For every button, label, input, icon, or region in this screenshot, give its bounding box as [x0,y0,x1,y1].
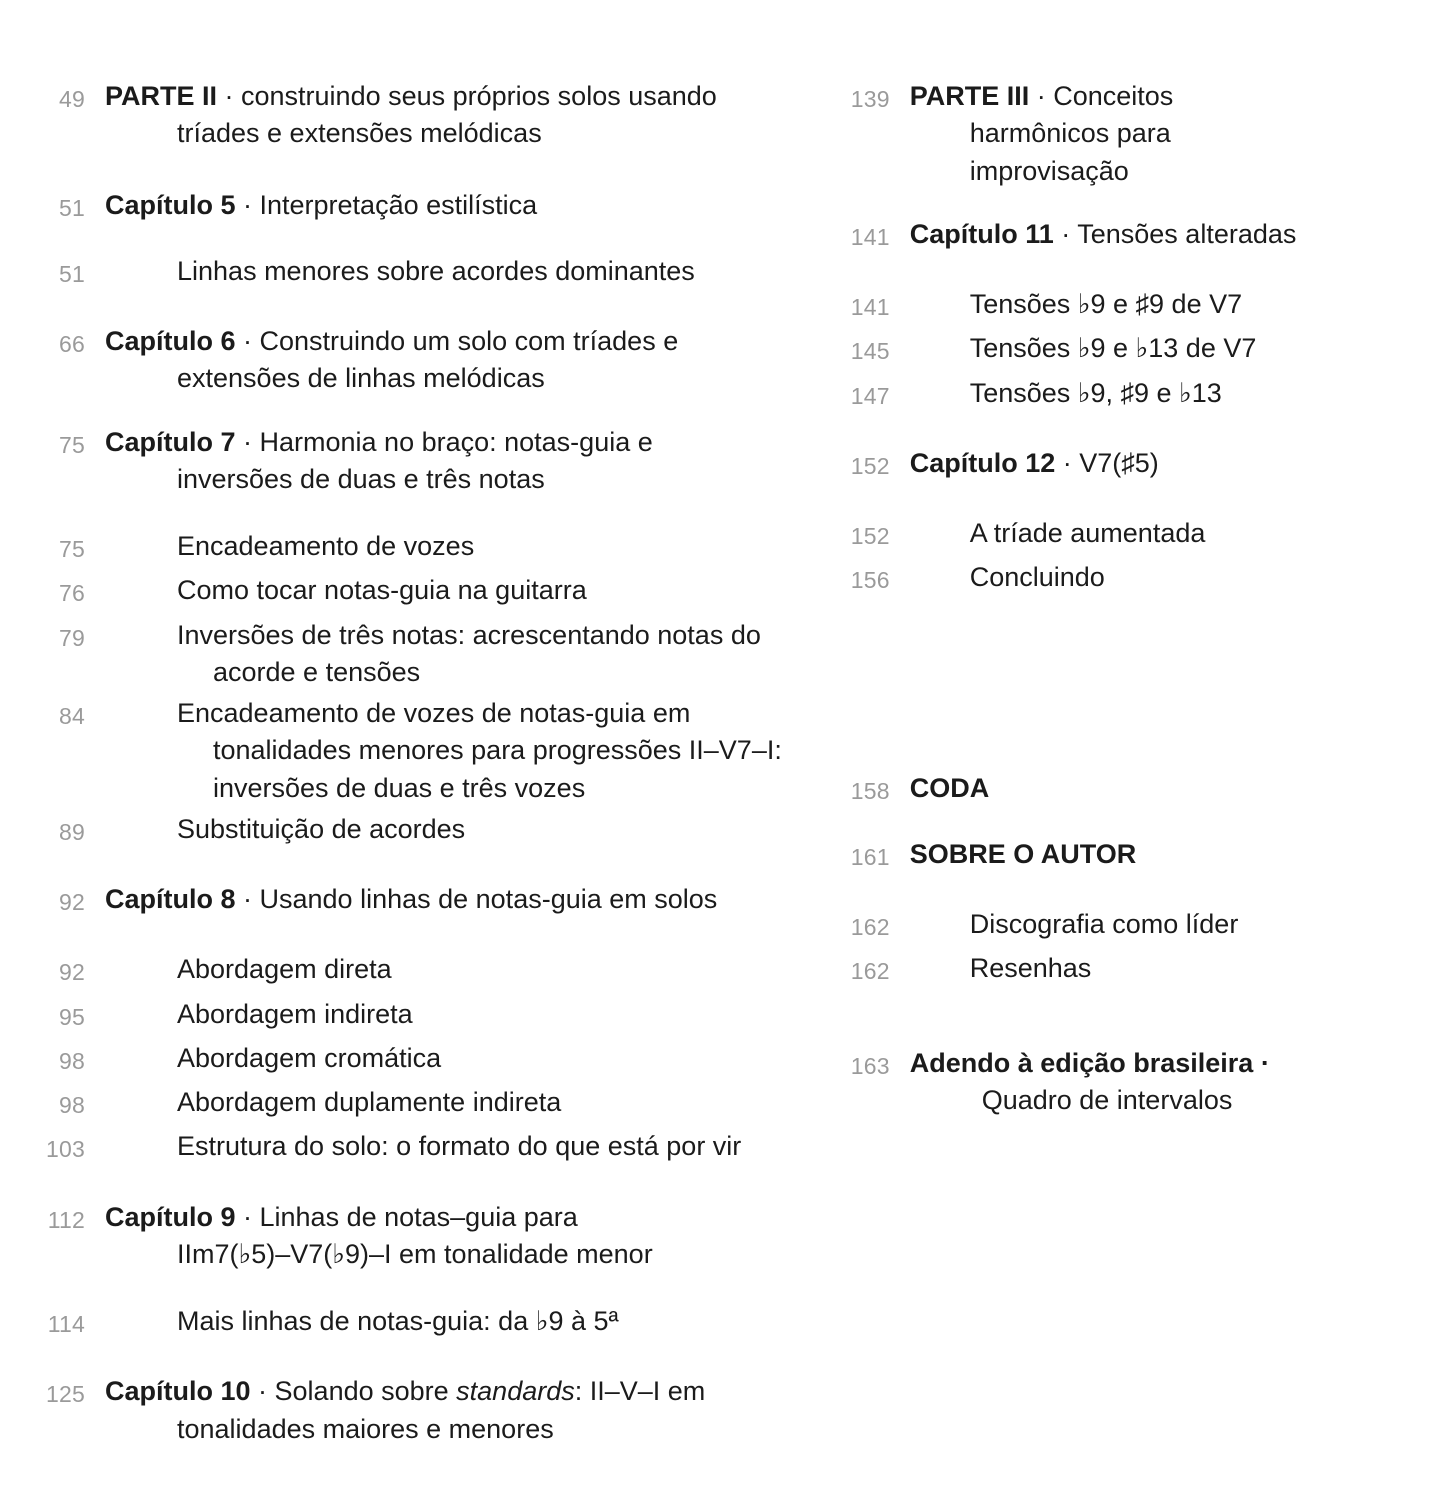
toc-entry-sub-76[interactable] [40,572,813,612]
toc-entry-chapter-12[interactable] [838,445,1405,485]
toc-entry-sub-141[interactable] [838,286,1405,326]
toc-entry-sub-79[interactable] [40,617,813,692]
toc-entry-text: Abordagem duplamente indireta [177,1087,562,1117]
page-number: 76 [59,580,85,607]
page-number: 75 [59,536,85,562]
chapter-rest: · Linhas de notas–guia para [235,1201,578,1232]
section-label: SOBRE O AUTOR [909,838,1137,869]
chapter-label: Capítulo 10 [105,1376,251,1407]
toc-entry-sub-92[interactable] [40,951,813,991]
page-number: 141 [850,223,890,250]
toc-entry-text: Concluindo [969,562,1105,593]
page-number: 112 [47,1206,85,1233]
toc-entry-coda[interactable] [838,770,1405,810]
toc-entry-text [890,216,1405,253]
page-number: 98 [59,1092,85,1118]
toc-entry-chapter-7[interactable] [40,424,813,499]
column-spacer [838,600,1405,770]
page-number: 79 [59,624,85,651]
chapter-line2: tonalidades maiores e menores [177,1413,554,1444]
page-number: 152 [850,452,890,479]
toc-entry-sub-95[interactable] [40,996,813,1036]
page-number: 158 [850,777,890,804]
toc-entry-text: Encadeamento de vozes [177,531,475,561]
toc-entry-text [890,836,1405,873]
toc-entry-sub-51[interactable] [40,253,813,293]
chapter-label: Capítulo 8 [105,884,236,914]
chapter-line2: IIm7(♭5)–V7(♭9)–I em tonalidade menor [177,1238,653,1269]
page-number: 141 [850,294,890,320]
toc-entry-text [890,770,1405,807]
page-number: 95 [59,1003,85,1030]
toc-entry-text: Mais linhas de notas-guia: da ♭9 à 5ª [177,1306,619,1336]
toc-entry-chapter-11[interactable] [838,216,1405,256]
toc-entry-text: Linhas menores sobre acordes dominantes [177,255,695,286]
chapter-rest: · Harmonia no braço: notas-guia e [235,426,653,457]
chapter-label: Capítulo 7 [105,426,236,457]
chapter-rest: · Construindo um solo com tríades e [235,326,679,356]
toc-entry-text [890,78,1405,190]
page-number: 98 [59,1047,85,1074]
chapter-line2: Quadro de intervalos [981,1084,1233,1115]
toc-entry-sub-103[interactable] [40,1128,813,1168]
chapter-label: Capítulo 11 [909,218,1054,249]
chapter-rest: · Interpretação estilística [235,189,538,220]
chapter-rest2: : II–V–I em [574,1376,706,1407]
toc-entry-text [85,424,813,499]
toc-entry-text [85,187,813,224]
toc-left-column [30,78,813,1491]
chapter-rest: · Tensões alteradas [1053,218,1297,249]
toc-entry-text [85,323,813,398]
sub-line1: Encadeamento de vozes de notas-guia em [177,698,691,728]
toc-entry-part-ii[interactable] [40,78,813,153]
toc-entry-sobre-o-autor[interactable] [838,836,1405,876]
sub-line2: acorde e tensões [213,656,421,687]
toc-entry-sub-114[interactable] [40,1303,813,1343]
page-number: 139 [850,86,890,112]
part-line3: improvisação [969,155,1129,186]
part-label: PARTE II [105,81,218,111]
toc-entry-sub-89[interactable] [40,811,813,851]
toc-entry-text [85,695,813,807]
toc-entry-chapter-5[interactable] [40,187,813,227]
toc-entry-text [85,78,813,153]
toc-entry-adendo[interactable] [838,1045,1405,1120]
chapter-line2: extensões de linhas melódicas [177,363,545,394]
toc-entry-sub-152[interactable] [838,515,1405,555]
section-label: CODA [909,772,990,803]
page-number: 161 [850,843,890,870]
toc-entry-text [890,445,1405,482]
toc-entry-text: Resenhas [969,953,1092,984]
toc-entry-sub-75[interactable] [40,528,813,568]
sub-line2: tonalidades menores para progressões II–V7–I: [213,735,782,766]
toc-entry-sub-98b[interactable] [40,1084,813,1124]
page-number: 152 [850,523,890,549]
toc-entry-text: Abordagem cromática [177,1042,442,1073]
sub-line3: inversões de duas e três vozes [213,772,586,803]
toc-entry-text: A tríade aumentada [969,518,1206,548]
toc-entry-text: Discografia como líder [969,909,1239,939]
chapter-rest: · Solando sobre [250,1376,457,1407]
page-number: 89 [59,818,85,845]
toc-entry-text: Substituição de acordes [177,813,466,844]
toc-entry-text: Abordagem direta [177,954,392,985]
page-number: 163 [850,1052,890,1079]
column-spacer [838,991,1405,1045]
toc-entry-chapter-6[interactable] [40,323,813,398]
chapter-rest: · Usando linhas de notas-guia em solos [235,884,718,914]
part-rest: · construindo seus próprios solos usando [217,81,717,111]
chapter-italic: standards [456,1376,575,1407]
part-line2: harmônicos para [969,118,1171,149]
toc-entry-part-iii[interactable] [838,78,1405,190]
part-line2: tríades e extensões melódicas [177,118,542,149]
toc-entry-text: Tensões ♭9 e ♯9 de V7 [969,289,1243,319]
toc-entry-sub-84[interactable] [40,695,813,807]
page-number: 156 [850,567,890,594]
page-number: 51 [59,260,85,287]
page-number: 147 [850,382,890,409]
toc-entry-text: Como tocar notas-guia na guitarra [177,575,587,606]
chapter-label: Adendo à edição brasileira · [909,1047,1270,1078]
toc-entry-sub-147[interactable] [838,375,1405,415]
toc-entry-text [85,1199,813,1274]
toc-entry-chapter-10[interactable] [40,1373,813,1448]
toc-right-column [813,78,1405,1491]
toc-entry-text [890,1045,1405,1120]
chapter-line2: inversões de duas e três notas [177,463,545,494]
part-rest: · Conceitos [1029,81,1174,111]
toc-entry-text [85,881,813,918]
chapter-label: Capítulo 12 [909,447,1056,478]
page-number: 75 [59,431,85,458]
toc-entry-sub-156[interactable] [838,559,1405,599]
toc-entry-chapter-9[interactable] [40,1199,813,1274]
chapter-label: Capítulo 5 [105,189,236,220]
toc-entry-sub-145[interactable] [838,330,1405,370]
page-number: 103 [46,1136,85,1163]
page-number: 92 [59,889,85,915]
page-number: 162 [850,958,890,985]
chapter-label: Capítulo 6 [105,326,236,356]
page-number: 51 [59,194,85,221]
sub-line1: Inversões de três notas: acrescentando notas do [177,619,761,650]
toc-entry-text: Tensões ♭9, ♯9 e ♭13 [969,377,1222,408]
toc-entry-sub-98a[interactable] [40,1040,813,1080]
toc-entry-text: Abordagem indireta [177,998,413,1029]
toc-entry-chapter-8[interactable] [40,881,813,921]
toc-entry-text: Estrutura do solo: o formato do que está por vir [177,1131,742,1162]
page-number: 114 [47,1311,85,1337]
page-number: 145 [850,338,890,365]
toc-entry-text: Tensões ♭9 e ♭13 de V7 [969,333,1257,364]
chapter-rest: · V7(♯5) [1055,447,1159,478]
part-label: PARTE III [909,81,1030,111]
toc-entry-text [85,617,813,692]
page-number: 49 [59,86,85,112]
page-number: 162 [850,914,890,940]
page-number: 125 [46,1381,85,1408]
page-number: 66 [59,331,85,357]
toc-entry-sub-162b[interactable] [838,950,1405,990]
toc-entry-text [85,1373,813,1448]
chapter-label: Capítulo 9 [105,1201,236,1232]
page-number: 84 [59,703,85,729]
toc-entry-sub-162a[interactable] [838,906,1405,946]
page-number: 92 [59,959,85,986]
